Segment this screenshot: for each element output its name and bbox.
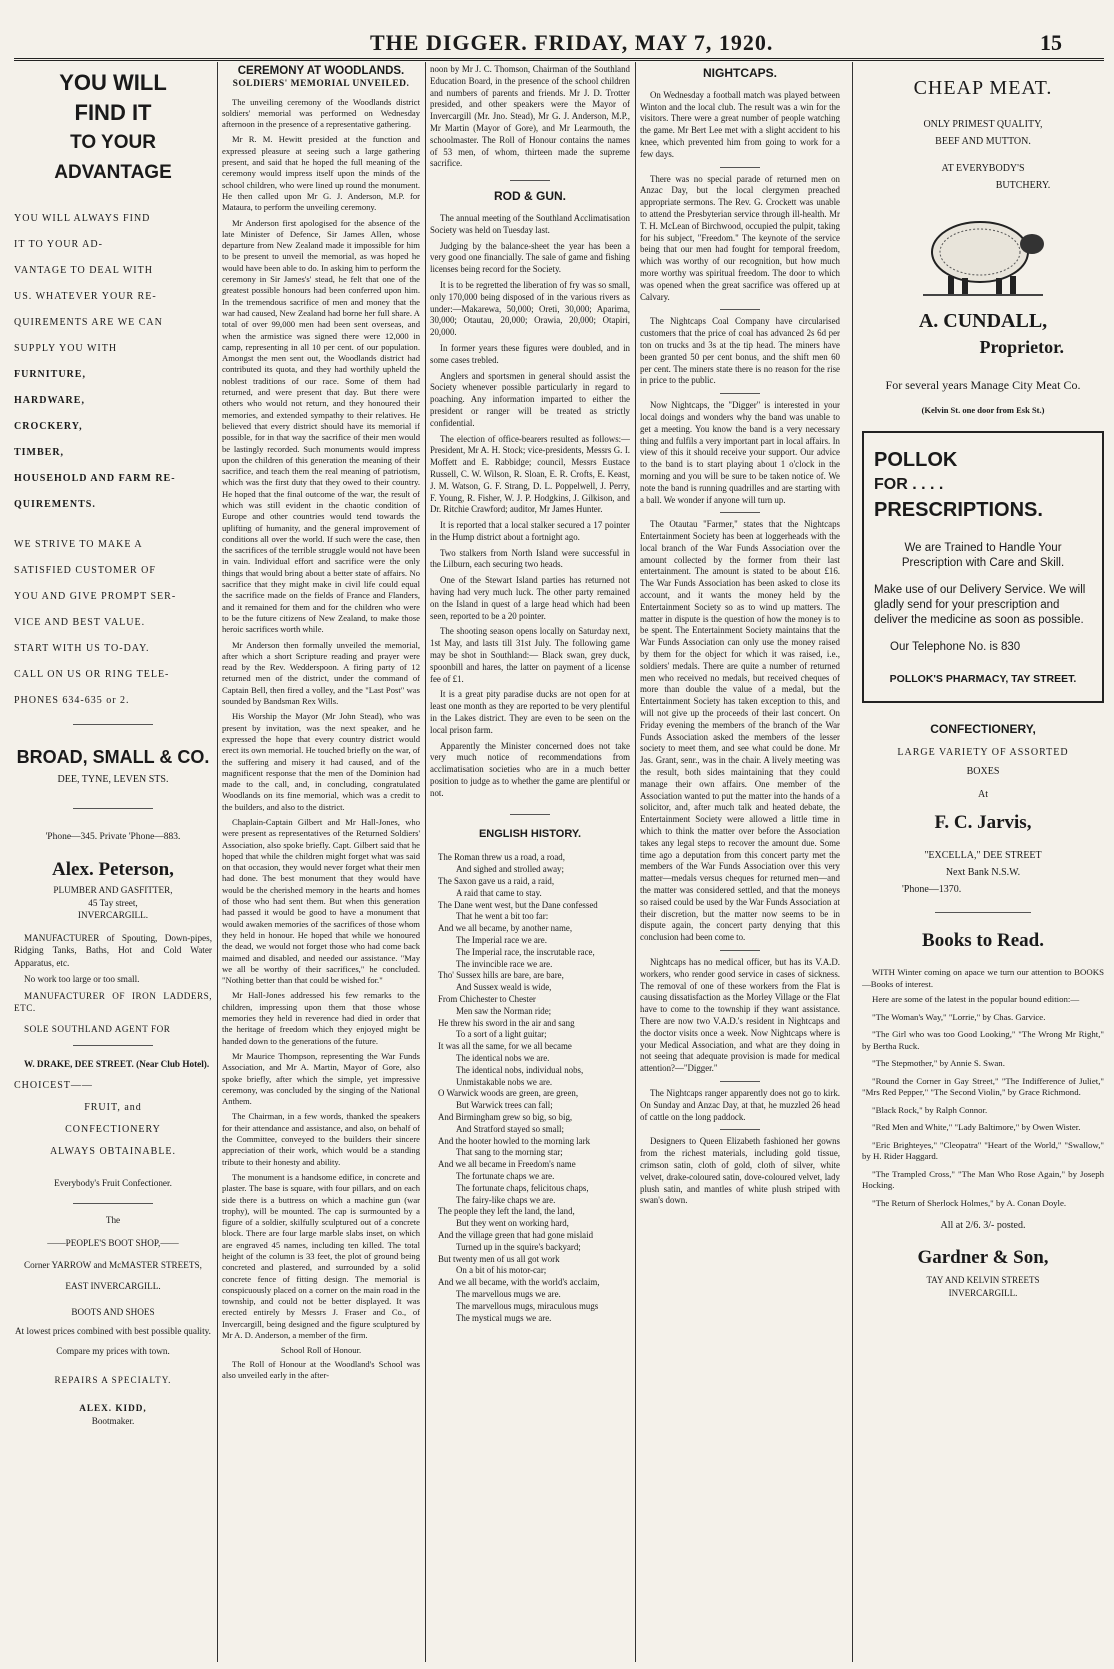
- drake-line: CONFECTIONERY: [65, 1123, 161, 1135]
- poem-line: The fortunate chaps, felicitous chaps,: [456, 1182, 589, 1193]
- masthead-rule: [14, 58, 1104, 61]
- poem-line: The Imperial race we are.: [456, 935, 547, 945]
- poem-line: To a sort of a light guitar;: [456, 1029, 547, 1040]
- jarvis-name: F. C. Jarvis,: [934, 812, 1032, 833]
- confectionery-title: CONFECTIONERY,: [930, 722, 1036, 736]
- books-intro: Here are some of the latest in the popular bound edition:—: [872, 994, 1080, 1004]
- poem-line: The mystical mugs we are.: [456, 1312, 552, 1323]
- peterson-ladders: MANUFACTURER OF IRON LADDERS, ETC.: [14, 990, 212, 1013]
- gardner-address: TAY AND KELVIN STREETS: [926, 1275, 1040, 1285]
- jarvis-line: Next Bank N.S.W.: [945, 867, 1021, 878]
- pollok-title: POLLOK: [874, 449, 958, 471]
- ad-line: TIMBER,: [14, 447, 65, 458]
- pollok-text: We are Trained to Handle Your Prescription with Care and Skill.: [901, 542, 1065, 569]
- poem-line: And we all became in Freedom's name: [438, 1159, 576, 1170]
- ceremony-para: Mr R. M. Hewitt presided at the function and expressed pleasure at seeing such a large gathering present, and said that he hoped the full meaning of the ceremony would impress itself upon the minds of the school children, who were lined up round the monument. He then called upon Mr G. J. Anderson, M.P. for Mataura, to perform the unveiling ceremony.: [222, 134, 420, 213]
- roll-text: The Roll of Honour at the Woodland's School was also unveiled early in the after-: [222, 1358, 420, 1380]
- ad-headline-1: YOU WILL: [59, 70, 167, 95]
- poem-line: The fortunate chaps we are.: [456, 1170, 555, 1181]
- cundall-role: Proprietor.: [979, 337, 1064, 357]
- poem-line: And the hooter howled to the morning lark: [438, 1135, 591, 1146]
- book-entry: "The Woman's Way," "Lorrie," by Chas. Garvice.: [872, 1011, 1046, 1022]
- drake-tagline: Everybody's Fruit Confectioner.: [54, 1177, 172, 1188]
- ceremony-para: His Worship the Mayor (Mr John Stead), who was present by invitation, was the next speaker, and he expressed the hope that every country district would erect its own memorial. He touched briefly on the war, of the suffering and misery it had caused, and of the magnificent response that the men of the Dominion had made to the call, and, in concluding, congratulated Woodlands on its fine memorial, which was a credit to the builders, and also to the district.: [222, 711, 420, 812]
- column-2-ceremony: [222, 64, 420, 1664]
- masthead: [0, 30, 1114, 56]
- ad-line: CALL ON US OR RING TELE-: [14, 669, 170, 680]
- ceremony-para: Mr Anderson then formally unveiled the memorial, after which a short Scripture reading and prayer were read by the Rev. Wedderspoon. A firing party of 12 returned men of the district, under the command of Captain Bell, then fired a volley, and the "Last Post" was sounded by Bandsman Rex Wills.: [222, 639, 420, 707]
- ceremony-para: Mr Anderson first apologised for the absence of the late Minister of Defence, Sir James Allen, whose departure from New Zealand made it impossible for him to be present to unveil the memorial, as was hoped he would have been able to do. In asking him to perform the ceremony in Sir James's' stead, he felt that one of the greatest possible honours had been conferred upon him. In the tremendous sacrifice of men and money that the war had caused, New Zealand had borne her full share. A total of over 99,000 men had been sent overseas, and when the armistice was signed there were 12,000 in camp, representing in all 10 per cent. of our population. Amongst the men sent out, the Woodlands district had contributed its quota, and they had worthily upheld the noblest traditions of our race. Some of them had returned, and were present that day. But there were others who would not return, and they honoured their memories, and extended sympathy to their relatives. He believed that every district should have its memorial if possible, for in that way the sacrifice of their men would be lastingly recorded. Such monuments would impress upon the children of this generation the meaning of their sacrifice, and teach them the real meaning of patriotism, which was the first duty that they owed to their country. He hoped that the final outcome of the war, the result of which was still evident in the chaotic condition of Europe and other countries would tend towards the uplifting of humanity, and the general improvement of conditions all over the world. If such were the case, then the sacrifices of the terrible struggle would not have been in vain. Individual effort and sacrifice were the only things that would bring about a better state of affairs. No sacrifice that they might make in civil life could equal the sacrifice made on the fields of France and Flanders, and it remained for them and for the children who were to be the future citizens of New Zealand, to make those heroic sacrifices worth while.: [222, 217, 420, 635]
- pollok-text: Our Telephone No. is 830: [890, 641, 1021, 653]
- poem-line: Tho' Sussex hills are bare, are bare,: [438, 970, 564, 981]
- ad-line: IT TO YOUR AD-: [14, 239, 103, 250]
- nightcaps-para: Designers to Queen Elizabeth fashioned her gowns from the richest materials, including gold tissue, crimson satin, cloth of gold, cloth of silver, white velvet, drake-coloured satin, dove-coloured velvet, lady plush satin, and mantles of white plush striped with swan's down.: [640, 1136, 840, 1206]
- poem-line: But Warwick trees can fall;: [456, 1100, 553, 1111]
- rod-gun-para: Anglers and sportsmen in general should assist the Society whenever possible particularly in regard to poaching. Any information imparted to either the president or ranger will be treated as strictly confidential.: [430, 370, 630, 428]
- ad-headline-3: TO YOUR ADVANTAGE: [54, 132, 172, 183]
- ceremony-para: Mr Hall-Jones addressed his few remarks to the children, impressing upon them that those whose memories they held in reverence had died in order that the heritage of freedom which they enjoyed might be handed down to the generations of the future.: [222, 990, 420, 1046]
- ad-line: US. WHATEVER YOUR RE-: [14, 291, 157, 302]
- books-intro: WITH Winter coming on apace we turn our attention to BOOKS—Books of interest.: [862, 967, 1104, 989]
- poem-line: He threw his sword in the air and sang: [438, 1017, 575, 1028]
- ad-line: YOU WILL ALWAYS FIND: [14, 213, 151, 224]
- rod-gun-para: In former years these figures were doubled, and in some cases trebled.: [430, 342, 630, 365]
- column-divider: [852, 62, 853, 1662]
- column-4-nightcaps: [640, 64, 840, 1664]
- gardner-name: Gardner & Son,: [917, 1247, 1049, 1268]
- ad-line: CROCKERY,: [14, 421, 83, 432]
- book-entry: "Red Men and White," "Lady Baltimore," by Owen Wister.: [872, 1122, 1081, 1132]
- newspaper-title: THE DIGGER. FRIDAY, MAY 7, 1920.: [370, 30, 774, 55]
- column-divider: [635, 62, 636, 1662]
- book-entry: "The Stepmother," by Annie S. Swan.: [872, 1058, 1005, 1068]
- ad-line: START WITH US TO-DAY.: [14, 643, 150, 654]
- poem-line: But they went on working hard,: [456, 1218, 569, 1229]
- peterson-text: MANUFACTURER of Spouting, Down-pipes, Ridging Tanks, Baths, Hot and Cold Water Apparatus, etc.: [14, 932, 212, 968]
- nightcaps-para: The Otautau "Farmer," states that the Nightcaps Entertainment Society has been at loggerheads with the local branch of the War Funds Association over the amount collected by the former from their last entertainment. The amount is stated to be about £16. The War Funds Association has been asked to close its account, and it wants the money held by the Entertainment Society so as to wind up matters. The matter in dispute is the question of how the money is to be spent. The Entertainment Society maintains that the War Funds Association can only use the money raised by them for the object for which it was raised, i.e., soldiers' medals. There are quite a number of returned men who received no medals, but received cheques of more than double the value of a medal, but the Entertainment Society has taken exception to this, and will not give up the proceeds of their last concert. On Friday evening the members of the branch of the War Funds Association asked the members of the lesser society to meet them, and see what could be done. Mr Jas. Grant, senr., was in the chair. A lively meeting was the result, both sides maintaining that they could manage their own affairs. One member of the Association wanted to put the matter into the hands of a solicitor, and, after much talk and heated debate, the Entertainment Society were allowed a little time in which to think the matter over before the Association takes any legal steps to recover the amount due. Some time ago a deputation from this concert party met the members of the War Funds Association over this very matter—medals versus cheques for returned men—and the matter was considered settled, and that the moneys so raised could be used by the War Funds Association at their discretion, but the matter now seems to be in dispute again, the concert party denying that this conclusion had been come to.: [640, 519, 840, 943]
- kidd-role: Bootmaker.: [91, 1415, 135, 1426]
- poem-line: The Dane went west, but the Dane confessed: [438, 899, 598, 910]
- ceremony-para: Chaplain-Captain Gilbert and Mr Hall-Jones, who were present as representatives of the Returned Soldiers' Association, also spoke briefly. Capt. Gilbert said that he hoped that while the children might forget what was said on that occasion, they would never forget what their men had done. The best monument that they would have would be the cherished memory in the hearts and homes of those who had sent them. But when this generation had passed it would be good to have a monument that would awaken memories of the sacrifices of those whom they held in honour. He hoped that while we honoured the dead, we would not forget those who had come back maimed and disabled, and needed our assistance. "May we all be worthy of their sacrifices," he concluded. "Nothing better than that could be wished for.": [222, 817, 420, 986]
- cundall-address: (Kelvin St. one door from Esk St.): [921, 405, 1045, 415]
- poem-line: The identical nobs we are.: [456, 1052, 550, 1063]
- ad-line: FURNITURE,: [14, 369, 86, 380]
- confectionery-line: LARGE VARIETY OF ASSORTED: [897, 747, 1069, 758]
- poem-line: And Stratford stayed so small;: [456, 1123, 564, 1134]
- english-history-poem: [430, 852, 630, 1324]
- confectionery-line: BOXES: [966, 766, 1000, 777]
- firm-address: DEE, TYNE, LEVEN STS.: [57, 773, 169, 785]
- rod-gun-para: It is to be regretted the liberation of fry was so small, only 170,000 being disposed of in the various rivers as under:—Makarewa, 50,000; Oreti, 30,000; Aparima, 30,000; Otautau, 20,000; Orawia, 20,000; Otapiri, 20,000.: [430, 279, 630, 338]
- poem-line: The identical nobs, individual nobs,: [456, 1064, 584, 1075]
- rod-gun-para: The annual meeting of the Southland Acclimatisation Society was held on Tuesday last.: [430, 212, 630, 235]
- ad-line: QUIREMENTS ARE WE CAN: [14, 317, 163, 328]
- rod-gun-para: It is a great pity paradise ducks are not open for at least one month as they are reported to be very plentiful in the Lakes district. They are even to be seen on the local prison farm.: [430, 689, 630, 735]
- boot-shop-name: ——PEOPLE'S BOOT SHOP,——: [47, 1237, 179, 1248]
- column-divider: [217, 62, 218, 1662]
- meat-line: AT EVERYBODY'S: [941, 163, 1025, 174]
- ceremony-para: The monument is a handsome edifice, in concrete and plaster. The base is square, with four pillars, and on each side there is a buttress on which a machine gun (war trophy), will be mounted. The cap is surmounted by a figure of a soldier, skilfully sculptured out of a concrete block. There are four large marble slabs inset, on which are engraved 45 names, including ten killed. The total height of the column is 33 feet, the plot of ground being concreted and plastered, and surrounded by a solid concrete fence of fitting design. The memorial is conspicuously placed on a corner on the main road in the township, and could not be better displayed. It was erected entirely by Messrs J. Fraser and Co., of Invercargill, being designed and the figure sculptured by Mr A. D. Anderson, a member of the firm.: [222, 1171, 420, 1341]
- cheap-meat-title: CHEAP MEAT.: [913, 77, 1053, 99]
- rod-gun-para: The shooting season opens locally on Saturday next, 1st May, and lasts till 31st July. The following game may be shot in Southland:— Black swan, grey duck, spoonbill and hares, the latter on payment of a license fee of £1.: [430, 626, 630, 684]
- boot-shop-town: EAST INVERCARGILL.: [65, 1280, 161, 1291]
- ad-line: HARDWARE,: [14, 395, 85, 406]
- column-5-ads: [862, 64, 1104, 1664]
- ceremony-headline: CEREMONY AT WOODLANDS.: [237, 65, 405, 77]
- peterson-small: No work too large or too small.: [24, 974, 140, 984]
- ad-line: QUIREMENTS.: [14, 499, 96, 510]
- peterson-line: PLUMBER AND GASFITTER,: [53, 885, 173, 895]
- book-entry: "Black Rock," by Ralph Connor.: [872, 1104, 988, 1115]
- pollok-text: Make use of our Delivery Service. We will gladly send for your prescription and deliver the medicine as soon as possible.: [874, 584, 1086, 626]
- ad-headline-2: FIND IT: [74, 100, 152, 125]
- pollok-prescriptions: PRESCRIPTIONS.: [874, 499, 1043, 521]
- poem-line: That he went a bit too far:: [456, 911, 549, 922]
- peterson-name: Alex. Peterson,: [52, 858, 174, 880]
- broad-small-firm: BROAD, SMALL & CO.: [16, 747, 210, 767]
- ad-line: HOUSEHOLD AND FARM RE-: [14, 473, 176, 484]
- pollok-pharmacy-name: POLLOK'S PHARMACY, TAY STREET.: [889, 673, 1077, 685]
- ceremony-continued: noon by Mr J. C. Thomson, Chairman of the Southland Education Board, in the presence of the school children and numbers of parents and friends. Mr J. D. Trotter presided, and other speakers were the Mayor of Invercargill (Mr. Jno. Stead), Mr G. J. Anderson, M.P., Mr Martin (Mayor of Gore), and Mr Learmouth, the schoolmaster. The Roll of Honour contains the names of 53 men, of whom, thirteen made the supreme sacrifice.: [430, 64, 630, 169]
- nightcaps-para: There was no special parade of returned men on Anzac Day, but the local clergymen preached appropriate sermons. The Rev. G. Crockett was unable to attend the Presbyterian service through ill-health. Mr T. H. McLean of Birchwood, occupied the pulpit, taking for his subject, "Freedom." The keynote of the service being that our men had fought for temporal freedom, which was worthy of our recognition, but how much more worthy was spiritual freedom. The door to which was opened when the great sacrifice was offered up at Calvary.: [640, 173, 840, 302]
- nightcaps-headline: NIGHTCAPS.: [702, 66, 777, 80]
- boot-shop-compare: Compare my prices with town.: [56, 1346, 170, 1356]
- nightcaps-para: The Nightcaps ranger apparently does not go to kirk. On Sunday and Anzac Day, at that, he muzzled 26 head of cattle on the long paddock.: [640, 1087, 840, 1122]
- pollok-for: FOR . . . .: [874, 476, 944, 493]
- nightcaps-para: On Wednesday a football match was played between Winton and the local club. The result was a win for the visitors. There were a great number of people watching the game. Mr Bert Lee met with a slight accident to his knee, which prevented him from going to work for a few days.: [640, 89, 840, 159]
- book-entry: "Eric Brighteyes," "Cleopatra" "Heart of the World," "Swallow," by H. Rider Haggard.: [862, 1139, 1104, 1161]
- ad-line: SATISFIED CUSTOMER OF: [14, 565, 156, 576]
- ad-line: VANTAGE TO DEAL WITH: [14, 265, 153, 276]
- drake-line: CHOICEST——: [14, 1079, 93, 1091]
- drake-line: FRUIT, and: [84, 1101, 142, 1113]
- poem-line: The marvellous mugs we are.: [456, 1288, 561, 1299]
- peterson-agent: SOLE SOUTHLAND AGENT FOR: [24, 1023, 171, 1034]
- confectionery-line: At: [978, 789, 988, 800]
- poem-line: From Chichester to Chester: [438, 993, 536, 1004]
- ceremony-para: The unveiling ceremony of the Woodlands district soldiers' memorial was performed on Wednesday afternoon in the presence of a representative gathering.: [222, 96, 420, 130]
- kidd-name: ALEX. KIDD,: [79, 1403, 147, 1413]
- poem-line: And Sussex weald is wide,: [456, 982, 552, 993]
- boot-shop-goods: BOOTS AND SHOES: [71, 1307, 155, 1317]
- rod-gun-headline: ROD & GUN.: [494, 189, 566, 204]
- poem-line: The Saxon gave us a raid, a raid,: [438, 876, 555, 887]
- poem-line: On a bit of his motor-car;: [456, 1265, 547, 1276]
- books-price: All at 2/6. 3/- posted.: [940, 1220, 1026, 1231]
- drake-ad: W. DRAKE, DEE STREET. (Near Club Hotel).: [24, 1059, 210, 1069]
- poem-line: The Roman threw us a road, a road,: [438, 852, 565, 863]
- ceremony-para: Mr Maurice Thompson, representing the War Funds Association, and Mr A. Martin, Mayor of Gore, also spoke briefly, after which the simple, yet impressive ceremony, was concluded by the singing of the National Anthem.: [222, 1050, 420, 1107]
- poem-line: And we all became, by another name,: [438, 923, 573, 934]
- poem-line: And the village green that had gone mislaid: [438, 1229, 594, 1240]
- roll-title: School Roll of Honour.: [280, 1345, 362, 1356]
- ad-line: WE STRIVE TO MAKE A: [14, 539, 143, 550]
- jarvis-line: "EXCELLA," DEE STREET: [924, 850, 1042, 861]
- poem-line: O Warwick woods are green, are green,: [438, 1088, 579, 1099]
- rod-gun-para: One of the Stewart Island parties has returned not having had very much luck. The other party remained on the Island in quest of a large head which had been seen, reported to be a 20 pointer.: [430, 575, 630, 621]
- poem-line: The people they left the land, the land,: [438, 1206, 575, 1217]
- poem-title: ENGLISH HISTORY.: [478, 827, 582, 840]
- ad-line: VICE AND BEST VALUE.: [14, 617, 146, 628]
- poem-line: The Imperial race, the inscrutable race,: [456, 946, 595, 957]
- poem-line: That sang to the morning star;: [456, 1147, 563, 1158]
- poem-line: Turned up in the squire's backyard;: [456, 1241, 581, 1252]
- poem-line: The invincible race we are.: [456, 958, 553, 969]
- poem-line: And sighed and strolled away;: [456, 864, 564, 875]
- rod-gun-para: The election of office-bearers resulted as follows:—President, Mr A. H. Stock; vice-presidents, Messrs G. I. Moffett and E. Rabbidge; council, Messrs Eustace Russell, C. W. Wilson, R. Sloan, E. R. Crofts, E. Keast, J. M. Watson, G. F. Strang, D. L. Poppelwell, J. Perry, F. Young, R. Fisher, W. J. P. Hodgkins, J. Gilkison, and Dr. Ritchie Crawford; auditor, Mr James Hunter.: [430, 433, 630, 515]
- phone-numbers: 'Phone—345. Private 'Phone—883.: [45, 832, 181, 842]
- boot-shop-address: Corner YARROW and McMASTER STREETS,: [24, 1260, 202, 1270]
- nightcaps-para: Nightcaps has no medical officer, but has its V.A.D. workers, who render good service in cases of sickness. The removal of one of these workers from the Flat is causing dissatisfaction as the Morley Village or the Flat have to come to the township if they want assistance. There are now two V.A.D.'s resident in Nightcaps and the doctor visits once a week. Now Nightcaps where is your Medical Association, and what are they doing in not seeing that adequate provision is made for medical attention?—"Digger.": [640, 956, 840, 1074]
- poem-line: The fairy-like chaps we are.: [456, 1194, 556, 1205]
- peterson-line: INVERCARGILL.: [77, 910, 149, 920]
- boot-shop-text: At lowest prices combined with best possible quality.: [15, 1325, 211, 1336]
- cundall-name: A. CUNDALL,: [918, 310, 1048, 332]
- poem-line: But twenty men of us all got work: [438, 1253, 560, 1264]
- column-3-rod-gun: [430, 64, 630, 1664]
- page-number: 15: [1040, 30, 1062, 55]
- peterson-line: 45 Tay street,: [88, 897, 138, 908]
- book-entry: "The Trampled Cross," "The Man Who Rose Again," by Joseph Hocking.: [862, 1168, 1104, 1190]
- poem-line: And we all became, with the world's acclaim,: [438, 1277, 600, 1288]
- drake-line: ALWAYS OBTAINABLE.: [49, 1145, 177, 1157]
- nightcaps-para: Now Nightcaps, the "Digger" is interested in your local doings and wonders why the band was unable to get a meeting. You know the band is a very necessary thing and fulfils a very important part in local affairs. In view of this it should receive your support. Our advice to the band is to start playing about 1 o'clock in the morning and you will be sure to be taken notice of. We note the band is running quadrilles and are starting with a ball. We wonder if anyone will turn up.: [640, 400, 840, 505]
- rod-gun-para: Two stalkers from North Island were successful in the Lilburn, each securing two heads.: [430, 547, 630, 570]
- boot-shop-repairs: REPAIRS A SPECIALTY.: [54, 1374, 172, 1385]
- books-title: Books to Read.: [922, 930, 1044, 951]
- poem-line: The marvellous mugs, miraculous mugs: [456, 1300, 599, 1311]
- ad-line: PHONES 634-635 or 2.: [14, 695, 130, 706]
- meat-line: ONLY PRIMEST QUALITY,: [923, 119, 1043, 130]
- ceremony-subhead: SOLDIERS' MEMORIAL UNVEILED.: [232, 79, 410, 90]
- cundall-text: For several years Manage City Meat Co.: [885, 378, 1081, 392]
- book-entry: "Round the Corner in Gay Street," "The Indifference of Juliet," "Mrs Red Pepper," "The Second Violin," by Grace Richmond.: [862, 1075, 1104, 1097]
- book-entry: "The Return of Sherlock Holmes," by A. Conan Doyle.: [872, 1197, 1067, 1208]
- column-1-ads: [14, 64, 212, 1664]
- meat-line: BEEF AND MUTTON.: [935, 136, 1031, 147]
- poem-line: It was all the same, for we all became: [438, 1041, 572, 1052]
- meat-line: BUTCHERY.: [995, 180, 1051, 191]
- rod-gun-para: It is reported that a local stalker secured a 17 pointer in the Hump district about a fortnight ago.: [430, 520, 630, 542]
- broad-small-ad-text: [14, 206, 212, 714]
- ceremony-para: The Chairman, in a few words, thanked the speakers for their attendance and assistance, and also, on behalf of the Committee, conveyed to the builders their sincere appreciation of their work, which would be a standing tribute to their honesty and ability.: [222, 1111, 420, 1167]
- gardner-address: INVERCARGILL.: [948, 1288, 1018, 1298]
- boot-shop-the: The: [105, 1215, 121, 1225]
- jarvis-line: 'Phone—1370.: [902, 884, 962, 895]
- sheep-illustration-icon: [918, 200, 1048, 300]
- nightcaps-para: The Nightcaps Coal Company have circularised customers that the price of coal has advanced 2s 6d per ton on trucks and 3s at the tip head. The miners have been granted 50 per cent bonus, and the shift men 60 per cent. The miners state there is no reason for the rise in price to the public.: [640, 316, 840, 386]
- poem-line: A raid that came to stay.: [456, 887, 542, 898]
- rod-gun-para: Judging by the balance-sheet the year has been a very good one financially. The sale of game and fishing licenses being record for the Society.: [430, 240, 630, 275]
- rod-gun-para: Apparently the Minister concerned does not take very much notice of recommendations from acclimatisation societies who are in a much better position to judge as to whether the game are plentiful or not.: [430, 740, 630, 798]
- poem-line: Men saw the Norman ride;: [456, 1005, 552, 1016]
- ad-line: SUPPLY YOU WITH: [14, 343, 118, 354]
- pollok-ad-box: [862, 431, 1104, 703]
- poem-line: Unmistakable nobs we are.: [456, 1076, 553, 1087]
- poem-line: And Birmingham grew so big, so big,: [438, 1111, 573, 1122]
- ad-line: YOU AND GIVE PROMPT SER-: [14, 591, 177, 602]
- book-entry: "The Girl who was too Good Looking," "The Wrong Mr Right," by Bertha Ruck.: [862, 1029, 1104, 1051]
- column-divider: [425, 62, 426, 1662]
